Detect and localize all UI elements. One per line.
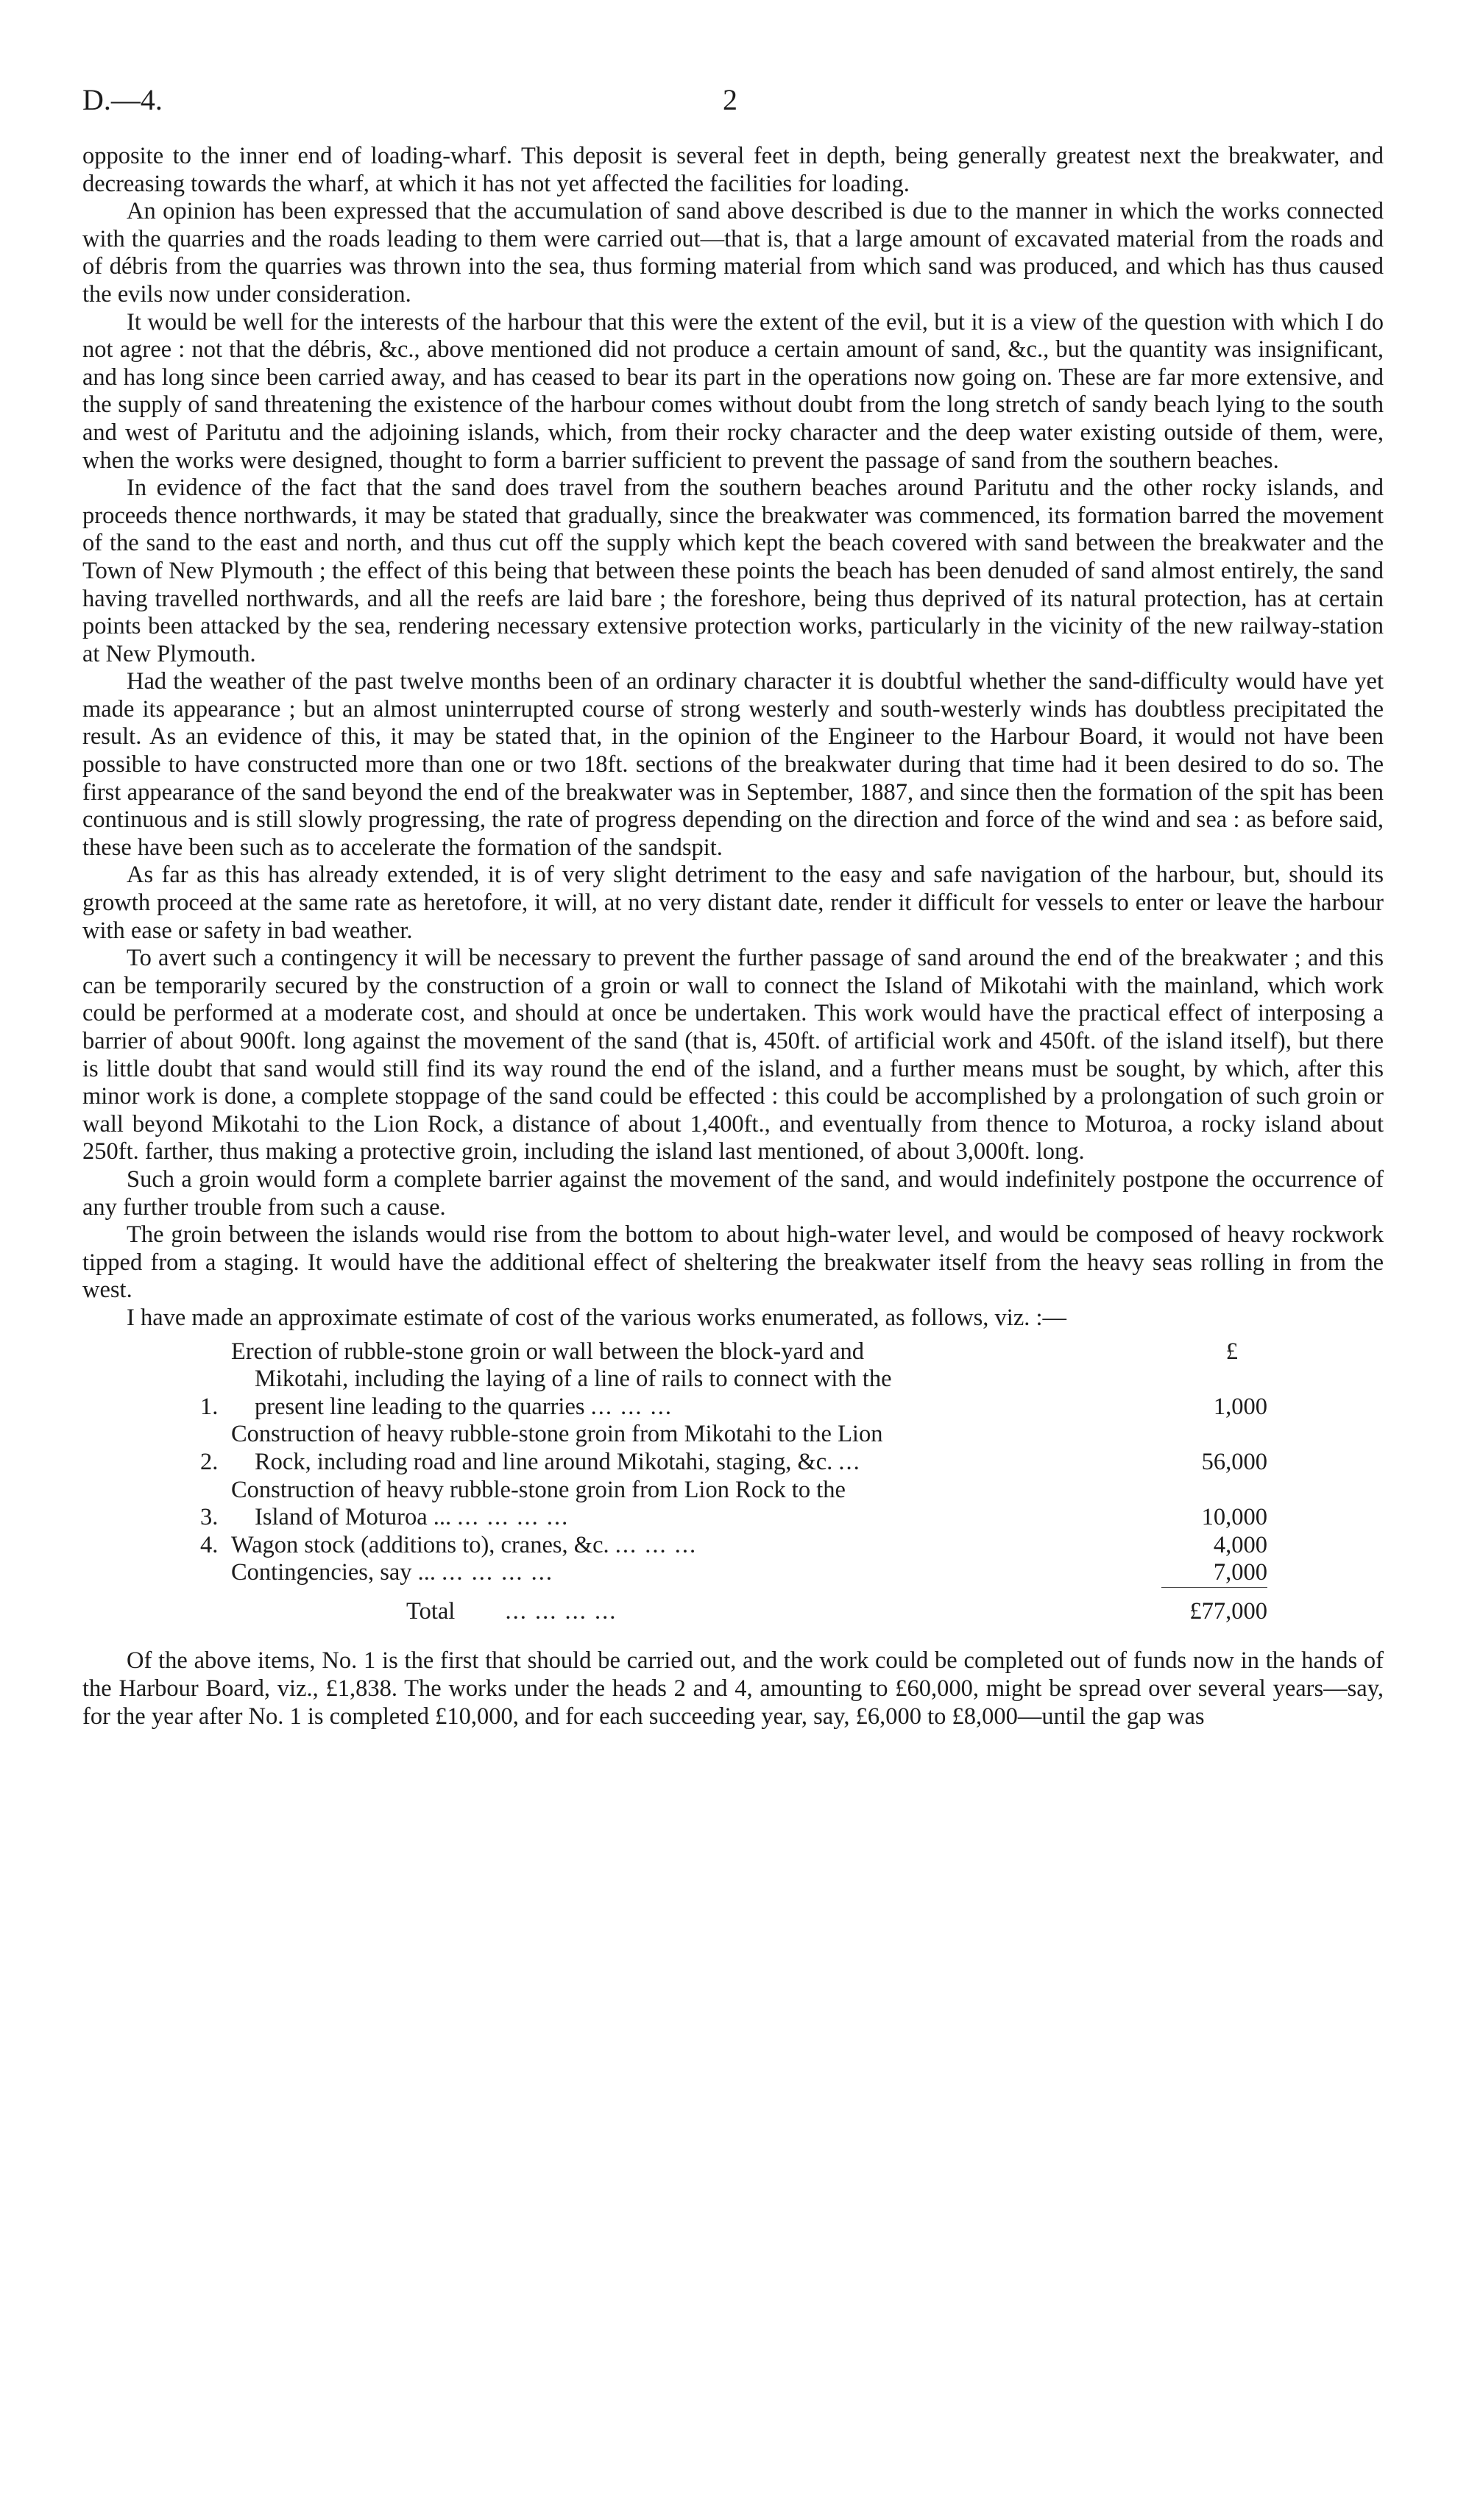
estimate-item-line: Mikotahi, including the laying of a line of rails to connect with the	[255, 1366, 892, 1393]
estimate-item-description	[231, 1338, 1163, 1422]
estimate-total-label-cell	[231, 1598, 1163, 1626]
cost-estimate-table	[82, 1338, 1384, 1626]
estimate-item-line: Contingencies, say ...	[231, 1559, 436, 1586]
estimate-row-1	[82, 1338, 1384, 1422]
estimate-item-line: Erection of rubble-stone groin or wall between the block-yard and	[231, 1338, 865, 1365]
estimate-item-line: present line leading to the quarries	[255, 1393, 585, 1420]
estimate-item-line: Construction of heavy rubble-stone groin from Lion Rock to the	[231, 1476, 846, 1503]
paragraph-extent-of-evil: It would be well for the interests of the harbour that this were the extent of the evil, but it is a view of the question with which I do not agree : not that the débris, &c., above mentioned did not produce a certain amount of sand, &c., but the quantity was insignificant, and has long since been carried away, and has ceased to bear its part in the operations now going on. These are far more extensive, and the supply of sand threatening the existence of the harbour comes without doubt from the long stretch of sandy beach lying to the south and west of Paritutu and the adjoining islands, which, from their rocky character and the deep water existing outside of them, were, when the works were designed, thought to form a barrier sufficient to prevent the passage of sand from the southern beaches.	[82, 308, 1384, 474]
page-header	[82, 82, 1384, 131]
estimate-item-number: 2.	[200, 1448, 219, 1475]
leader-dots: ... ... ...	[590, 1393, 673, 1420]
paragraph-avert-contingency: To avert such a contingency it will be necessary to prevent the further passage of sand around the end of the breakwater ; and this can be temporarily secured by the construction of a groin or wall to connect the Island of Mikotahi with the mainland, which work could be performed at a moderate cost, and should at once be undertaken. This work would have the practical effect of interposing a barrier of about 900ft. long against the movement of the sand (that is, 450ft. of artificial work and 450ft. of the island itself), but there is little doubt that sand would still find its way round the end of the island, and a further means must be sought, by which, after this minor work is done, a complete stoppage of the sand could be effected : this could be accomplished by a prolongation of such groin or wall beyond Mikotahi to the Lion Rock, a distance of about 1,400ft., and eventually from thence to Moturoa, a rocky island about 250ft. farther, thus making a protective groin, including the island last mentioned, of about 3,000ft. long.	[82, 945, 1384, 1165]
estimate-row-3	[82, 1477, 1384, 1532]
estimate-amount: 10,000	[1201, 1504, 1267, 1531]
currency-symbol: £	[1225, 1338, 1238, 1365]
estimate-amount: 56,000	[1201, 1448, 1267, 1475]
estimate-item-line: Wagon stock (additions to), cranes, &c.	[231, 1531, 609, 1558]
paragraph-sand-opinion: An opinion has been expressed that the accumulation of sand above described is due to the manner in which the works connected with the quarries and the roads leading to them were carried out—that is, that a large amount of excavated material from the roads and of débris from the quarries was thrown into the sea, thus forming material from which sand was produced, and which has thus caused the evils now under consideration.	[82, 198, 1384, 308]
estimate-item-number: 1.	[200, 1393, 219, 1420]
leader-dots: ... ... ... ...	[442, 1559, 554, 1586]
total-amount: £77,000	[1189, 1597, 1267, 1625]
paragraph-navigation: As far as this has already extended, it is of very slight detriment to the easy and safe navigation of the harbour, but, should its growth proceed at the same rate as heretofore, it will, at no very distant date, render it difficult for vessels to enter or leave the harbour with ease or safety in bad weather.	[82, 862, 1384, 944]
estimate-amount: 4,000	[1213, 1531, 1267, 1558]
estimate-item-line: Island of Moturoa ...	[255, 1504, 452, 1531]
estimate-row-contingencies	[82, 1559, 1384, 1587]
estimate-item-line: Rock, including road and line around Mikotahi, staging, &c.	[255, 1448, 833, 1475]
paragraph-continuation: opposite to the inner end of loading-wharf. This deposit is several feet in depth, being generally greatest next the breakwater, and decreasing towards the wharf, at which it has not yet affected the facilities for loading.	[82, 143, 1384, 197]
estimate-amount-cell	[1163, 1338, 1267, 1422]
estimate-item-number: 3.	[200, 1504, 219, 1531]
leader-dots: ... ... ...	[615, 1531, 698, 1558]
paragraph-closing: Of the above items, No. 1 is the first that should be carried out, and the work could be completed out of funds now in the hands of the Harbour Board, viz., £1,838. The works under the heads 2 and 4, amounting to £60,000, might be spread over several years—say, for the year after No. 1 is completed £10,000, and for each succeeding year, say, £6,000 to £8,000—until the gap was	[82, 1647, 1384, 1730]
estimate-item-number: 4.	[200, 1531, 219, 1558]
paragraph-groin-composition: The groin between the islands would rise from the bottom to about high-water level, and would be composed of heavy rockwork tipped from a staging. It would have the additional effect of sheltering the breakwater itself from the heavy seas rolling in from the west.	[82, 1221, 1384, 1304]
estimate-amount: 1,000	[1213, 1393, 1267, 1420]
leader-dots: ...	[838, 1448, 861, 1475]
estimate-item-description	[231, 1477, 1163, 1532]
page-number: 2	[723, 83, 737, 116]
closing-text	[82, 1647, 1384, 1731]
paragraph-sand-travel-evidence: In evidence of the fact that the sand does travel from the southern beaches around Paritutu and the other rocky islands, and proceeds thence northwards, it may be stated that gradually, since the breakwater was commenced, its formation barred the movement of the sand to the east and north, and thus cut off the supply which kept the beach covered with sand between the breakwater and the Town of New Plymouth ; the effect of this being that between these points the beach has been denuded of sand almost entirely, the sand having travelled northwards, and all the reefs are laid bare ; the foreshore, being thus deprived of its natural protection, has at certain points been attacked by the sea, rendering necessary extensive protection works, particularly in the vicinity of the new railway-station at New Plymouth.	[82, 475, 1384, 667]
estimate-row-2	[82, 1421, 1384, 1476]
body-text	[82, 143, 1384, 1332]
document-page	[82, 82, 1384, 1731]
paragraph-weather: Had the weather of the past twelve months been of an ordinary character it is doubtful whether the sand-difficulty would have yet made its appearance ; but an almost uninterrupted course of strong westerly and south-westerly winds has doubtless precipitated the result. As an evidence of this, it may be stated that, in the opinion of the Engineer to the Harbour Board, it would not have been possible to have constructed more than one or two 18ft. sections of the breakwater during that time had it been desired to do so. The first appearance of the sand beyond the end of the breakwater was in September, 1887, and since then the formation of the spit has been continuous and is still slowly progressing, the rate of progress depending on the direction and force of the wind and sea : as before said, these have been such as to accelerate the formation of the sandspit.	[82, 668, 1384, 861]
total-label: Total	[406, 1597, 456, 1625]
estimate-total-row	[82, 1598, 1384, 1626]
leader-dots: ... ... ... ...	[505, 1597, 617, 1625]
estimate-amount: 7,000	[1213, 1559, 1267, 1586]
estimate-item-line: Construction of heavy rubble-stone groin from Mikotahi to the Lion	[231, 1421, 883, 1448]
paragraph-estimate-intro: I have made an approximate estimate of cost of the various works enumerated, as follows, viz. :—	[127, 1304, 1067, 1331]
estimate-row-4	[82, 1532, 1384, 1560]
document-reference: D.—4.	[82, 83, 163, 116]
estimate-total-spacer	[200, 1598, 231, 1626]
estimate-item-description	[231, 1559, 1163, 1587]
total-rule	[1161, 1587, 1267, 1588]
estimate-item-description	[231, 1421, 1163, 1476]
estimate-item-description	[231, 1532, 1163, 1560]
paragraph-groin-barrier: Such a groin would form a complete barrier against the movement of the sand, and would indefinitely postpone the occurrence of any further trouble from such a cause.	[82, 1165, 1384, 1221]
leader-dots: ... ... ... ...	[457, 1504, 570, 1531]
